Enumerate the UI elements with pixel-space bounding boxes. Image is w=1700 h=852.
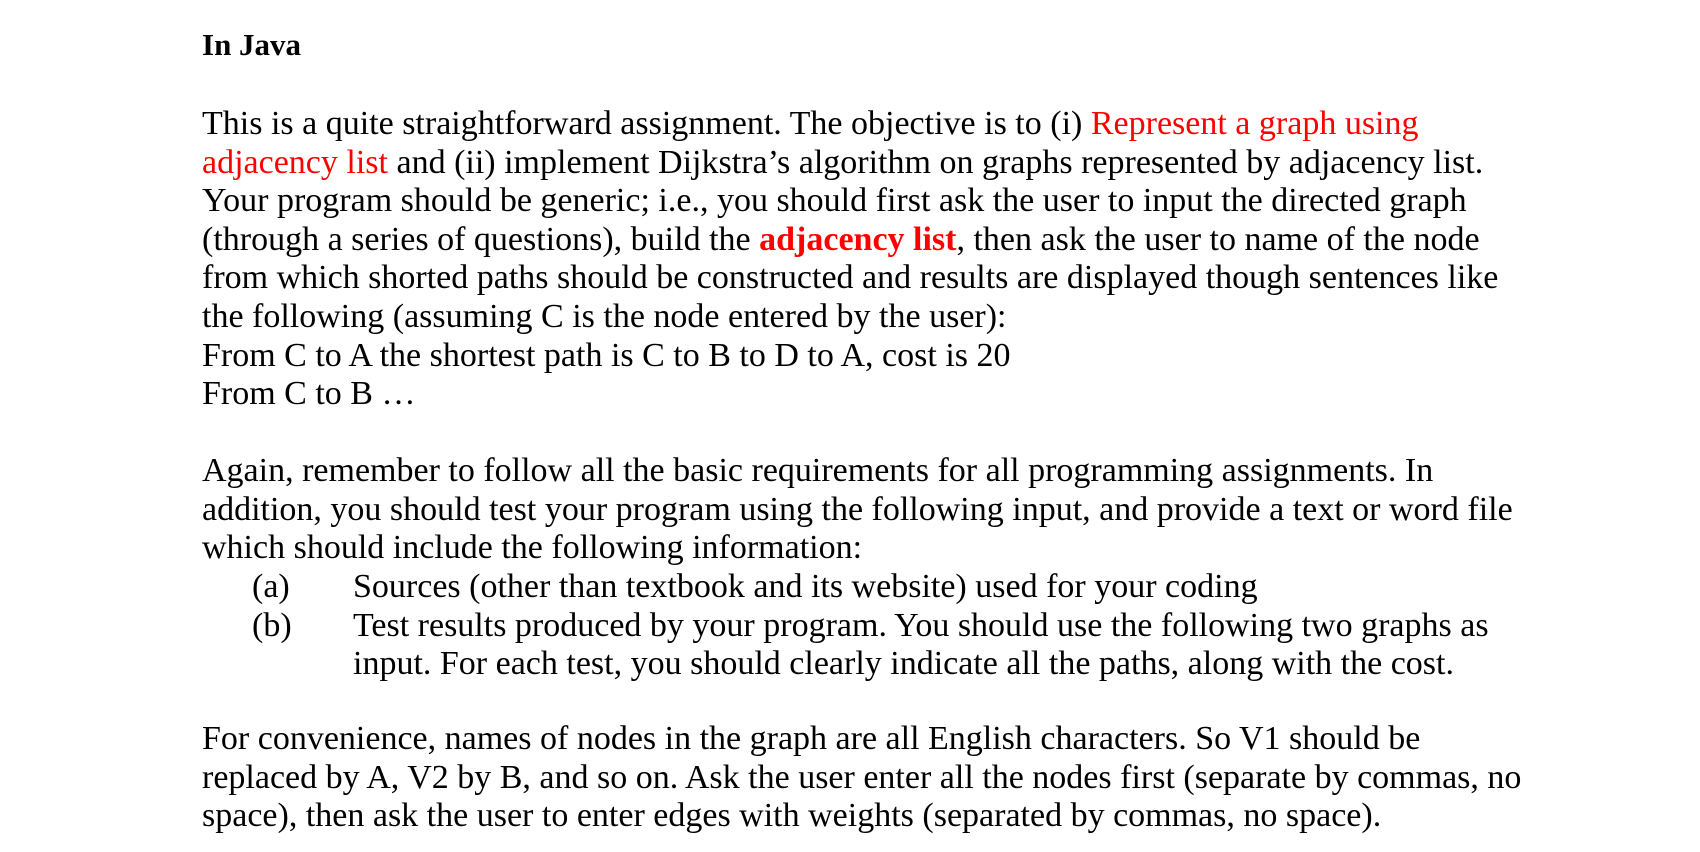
list-marker: (a) [252,568,290,605]
requirements-list [0,568,1600,684]
conventions-line-2: replaced by A, V2 by B, and so on. Ask the user enter all the nodes first (separate by commas, no [202,758,1522,796]
intro-paragraph [202,105,1602,414]
intro-line-6: the following (assuming C is the node entered by the user): [202,297,1007,335]
intro-text-build: (through a series of questions), build the [202,220,760,258]
intro-line-1 [202,105,1602,144]
highlight-adjacency-list: adjacency list [202,143,388,181]
example-output-line-1: From C to A the shortest path is C to B to D to A, cost is 20 [202,336,1011,374]
intro-line-5: from which shorted paths should be constructed and results are displayed though sentences like [202,259,1499,297]
list-item-text [353,607,1593,684]
intro-line-2 [202,144,1602,183]
list-item-text: Sources (other than textbook and its website) used for your coding [353,568,1258,605]
example-output-line-2: From C to B … [202,375,416,413]
highlight-represent-graph: Represent a graph using [1090,105,1419,142]
requirements-paragraph [202,452,1602,568]
intro-text-dijkstra: and (ii) implement Dijkstra’s algorithm on graphs represented by adjacency list. [387,143,1484,181]
intro-line-4 [202,221,1602,260]
requirements-line-2: addition, you should test your program using the following input, and provide a text or word file [202,490,1513,528]
intro-text-start: This is a quite straightforward assignment. The objective is to (i) [202,105,1091,142]
list-item-text-line-2: input. For each test, you should clearly indicate all the paths, along with the cost. [353,645,1454,683]
list-item-text-line-1: Test results produced by your program. You should use the following two graphs as [353,606,1489,644]
conventions-paragraph [202,720,1602,836]
list-item [0,607,1600,684]
conventions-line-1: For convenience, names of nodes in the graph are all English characters. So V1 should be [202,720,1421,757]
intro-text-ask-node: , then ask the user to name of the node [956,220,1480,258]
conventions-line-3: space), then ask the user to enter edges with weights (separated by commas, no space). [202,797,1382,835]
intro-line-3: Your program should be generic; i.e., you should first ask the user to input the directed graph [202,182,1467,220]
requirements-line-3: which should include the following information: [202,529,863,567]
list-item [0,568,1600,607]
highlight-adjacency-list-bold: adjacency list [759,220,957,258]
list-marker: (b) [252,606,292,644]
document-title: In Java [202,27,302,62]
requirements-line-1: Again, remember to follow all the basic requirements for all programming assignments. In [202,452,1434,489]
